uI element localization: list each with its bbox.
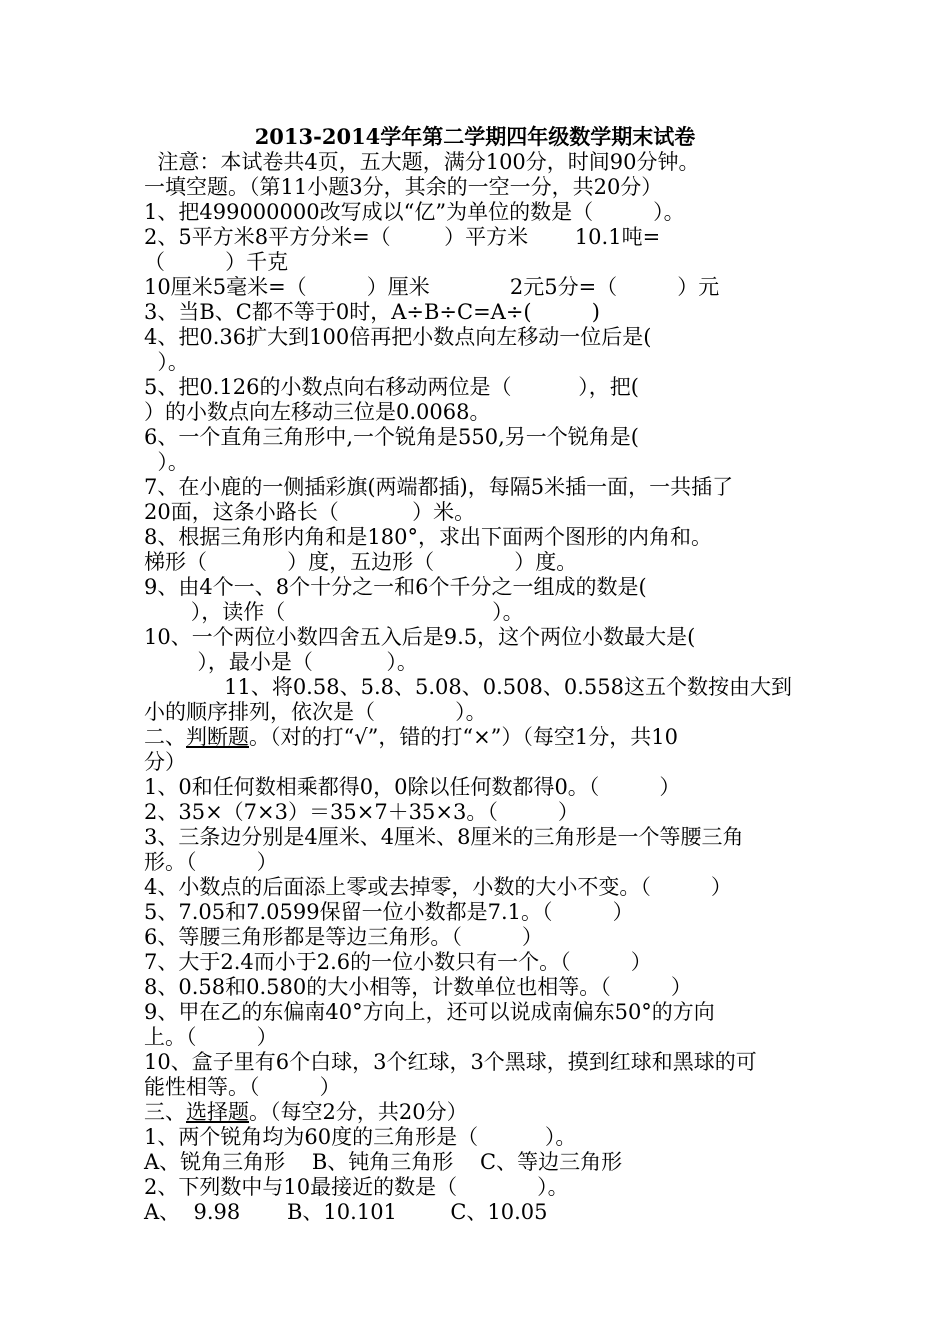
choice-options: A、锐角三角形 B、钝角三角形 C、等边三角形 (144, 1150, 623, 1174)
question-line: 9、由4个一、8个十分之一和6个千分之一组成的数是( (144, 575, 647, 599)
section3-prefix: 三、 (144, 1100, 186, 1124)
judge-item: 4、小数点的后面添上零或去掉零，小数的大小不变。（ ） (144, 875, 732, 899)
notice-line: 注意：本试卷共4页，五大题，满分100分，时间90分钟。 (144, 150, 700, 174)
question-line: 小的顺序排列，依次是（ ）。 (144, 700, 487, 724)
question-line: 8、根据三角形内角和是180°，求出下面两个图形的内角和。 (144, 525, 712, 549)
question-line: 10厘米5毫米=（ ）厘米 2元5分=（ ）元 (144, 275, 720, 299)
judge-item: 10、盒子里有6个白球，3个红球，3个黑球，摸到红球和黑球的可 (144, 1050, 757, 1074)
question-line: 7、在小鹿的一侧插彩旗(两端都插)，每隔5米插一面，一共插了 (144, 475, 734, 499)
section1-heading: 一填空题。（第11小题3分，其余的一空一分，共20分） (144, 175, 663, 199)
judge-item: 8、0.58和0.580的大小相等，计数单位也相等。（ ） (144, 975, 692, 999)
section2-title: 判断题 (186, 725, 249, 749)
question-line: （ ）千克 (144, 250, 289, 274)
question-line: 4、把0.36扩大到100倍再把小数点向左移动一位后是( (144, 325, 652, 349)
choice-item: 2、下列数中与10最接近的数是（ ）。 (144, 1175, 569, 1199)
question-line: ）的小数点向左移动三位是0.0068。 (144, 400, 491, 424)
question-line: 3、当B、C都不等于0时，A÷B÷C=A÷( ) (144, 300, 600, 324)
question-line: 10、一个两位小数四舍五入后是9.5，这个两位小数最大是( (144, 625, 696, 649)
question-line: 11、将0.58、5.8、5.08、0.508、0.558这五个数按由大到 (144, 675, 792, 699)
judge-item: 9、甲在乙的东偏南40°方向上，还可以说成南偏东50°的方向 (144, 1000, 715, 1024)
question-line: 6、一个直角三角形中,一个锐角是550,另一个锐角是( (144, 425, 639, 449)
judge-item: 6、等腰三角形都是等边三角形。（ ） (144, 925, 543, 949)
judge-item: 上。（ ） (144, 1025, 278, 1049)
section2-prefix: 二、 (144, 725, 186, 749)
question-line: ）。 (144, 450, 189, 474)
question-line: 梯形（ ）度，五边形（ ）度。 (144, 550, 578, 574)
question-line: ），读作（ ）。 (144, 600, 524, 624)
question-line: 5、把0.126的小数点向右移动两位是（ ），把( (144, 375, 639, 399)
section3-title: 选择题 (186, 1100, 249, 1124)
section2-suffix: 。（对的打“√”，错的打“×”）（每空1分，共10 (249, 725, 679, 749)
choice-item: 1、两个锐角均为60度的三角形是（ ）。 (144, 1125, 577, 1149)
question-line: ），最小是（ ）。 (144, 650, 418, 674)
section3-suffix: 。（每空2分，共20分） (249, 1100, 468, 1124)
judge-item: 7、大于2.4而小于2.6的一位小数只有一个。（ ） (144, 950, 652, 974)
question-line: 2、5平方米8平方分米=（ ）平方米 10.1吨= (144, 225, 661, 249)
exam-title: 2013-2014学年第二学期四年级数学期末试卷 (254, 124, 696, 149)
judge-item: 形。（ ） (144, 850, 278, 874)
judge-item: 能性相等。（ ） (144, 1075, 341, 1099)
judge-item: 2、35×（7×3）＝35×7＋35×3。（ ） (144, 800, 579, 824)
question-line: 20面，这条小路长（ ）米。 (144, 500, 476, 524)
question-line: ）。 (144, 350, 189, 374)
judge-item: 3、三条边分别是4厘米、4厘米、8厘米的三角形是一个等腰三角 (144, 825, 744, 849)
judge-item: 1、0和任何数相乘都得0，0除以任何数都得0。（ ） (144, 775, 681, 799)
question-line: 1、把499000000改写成以“亿”为单位的数是（ ）。 (144, 200, 685, 224)
section2-heading-cont: 分） (144, 750, 186, 774)
section3-heading (144, 1100, 468, 1125)
judge-item: 5、7.05和7.0599保留一位小数都是7.1。（ ） (144, 900, 634, 924)
section2-heading (144, 725, 678, 750)
choice-options: A、 9.98 B、10.101 C、10.05 (144, 1200, 548, 1224)
